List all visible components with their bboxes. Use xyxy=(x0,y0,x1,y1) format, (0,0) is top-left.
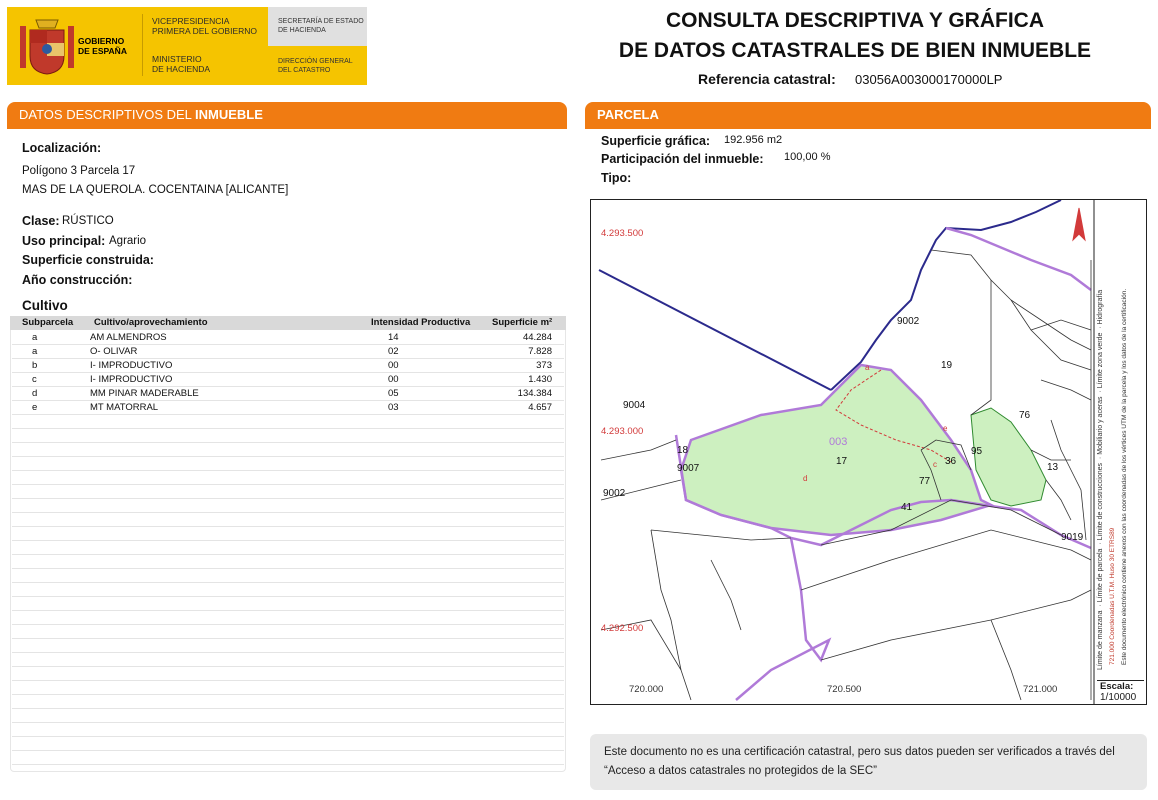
row-cultivo: MT MATORRAL xyxy=(90,402,159,413)
table-rule-line xyxy=(12,554,564,555)
anio-construccion-label: Año construcción: xyxy=(22,273,133,287)
gobierno-de-espana-text: GOBIERNO DE ESPAÑA xyxy=(78,36,127,56)
row-subparcela: a xyxy=(32,332,38,343)
map-label: 19 xyxy=(941,360,953,371)
section-underline xyxy=(7,127,567,129)
x-coord-right: 721.000 xyxy=(1023,684,1058,695)
row-cultivo: I- IMPRODUCTIVO xyxy=(90,374,173,385)
row-intensidad: 00 xyxy=(388,374,399,385)
th-superficie: Superficie m² xyxy=(492,317,553,328)
table-rule-line xyxy=(12,624,564,625)
title-line-1: CONSULTA DESCRIPTIVA Y GRÁFICA xyxy=(665,9,1045,32)
north-arrow-icon xyxy=(1073,208,1085,240)
participacion-label: Participación del inmueble: xyxy=(601,152,764,166)
uso-principal-label: Uso principal: xyxy=(22,234,106,248)
map-label: 76 xyxy=(1019,410,1031,421)
secretaria-text: SECRETARÍA DE ESTADO DE HACIENDA xyxy=(278,18,364,34)
header-separator xyxy=(142,14,143,76)
map-canvas xyxy=(591,200,1146,704)
scale-label: Escala: xyxy=(1100,681,1134,692)
row-superficie: 373 xyxy=(536,360,552,371)
legend-construcciones: Límite de construcciones xyxy=(1097,462,1104,541)
legend-parcela: Límite de parcela xyxy=(1097,548,1104,603)
gobierno-logo xyxy=(10,10,140,82)
row-cultivo: O- OLIVAR xyxy=(90,346,138,357)
map-label: 9007 xyxy=(677,463,700,474)
map-label: 77 xyxy=(919,476,931,487)
legend-manzana: Límite de manzana xyxy=(1097,610,1104,670)
table-rule-line xyxy=(12,400,564,401)
utm-side-text: 721.000 Coordenadas U.T.M. Huso 30 ETRS89 xyxy=(1109,527,1116,665)
parcela-title: PARCELA xyxy=(597,107,659,122)
table-rule-line xyxy=(12,610,564,611)
localizacion-line-1: Polígono 3 Parcela 17 xyxy=(22,165,136,177)
map-label: e xyxy=(943,424,948,433)
row-subparcela: c xyxy=(32,374,37,385)
x-coord-left: 720.000 xyxy=(629,684,664,695)
row-superficie: 1.430 xyxy=(528,374,552,385)
map-label: 17 xyxy=(836,456,848,467)
map-label: 003 xyxy=(829,436,848,448)
legend-hidrografia: Hidrografía xyxy=(1097,289,1104,325)
table-rule-line xyxy=(12,722,564,723)
clase-value: RÚSTICO xyxy=(62,215,114,227)
row-intensidad: 05 xyxy=(388,388,399,399)
row-superficie: 4.657 xyxy=(528,402,552,413)
map-label: 9019 xyxy=(1061,532,1084,543)
table-rule-line xyxy=(12,736,564,737)
th-intensidad: Intensidad Productiva xyxy=(371,317,471,328)
section-title-a: DATOS DESCRIPTIVOS DEL xyxy=(19,107,196,122)
table-rule-line xyxy=(12,596,564,597)
row-superficie: 44.284 xyxy=(522,332,552,343)
table-rule-line xyxy=(12,638,564,639)
map-label: 13 xyxy=(1047,462,1059,473)
title-line-2: DE DATOS CATASTRALES DE BIEN INMUEBLE xyxy=(618,39,1092,62)
table-rule-line xyxy=(12,484,564,485)
coat-of-arms-icon xyxy=(18,16,76,78)
row-superficie: 134.384 xyxy=(517,388,552,399)
th-cultivo: Cultivo/aprovechamiento xyxy=(94,317,208,328)
row-cultivo: AM ALMENDROS xyxy=(90,332,167,343)
table-rule-line xyxy=(12,540,564,541)
table-rule-line xyxy=(12,358,564,359)
table-rule-line xyxy=(12,344,564,345)
map-label: 9004 xyxy=(623,400,646,411)
row-cultivo: MM PINAR MADERABLE xyxy=(90,388,199,399)
table-rule-line xyxy=(12,498,564,499)
map-label: d xyxy=(803,474,808,483)
row-subparcela: d xyxy=(32,388,38,399)
document-title xyxy=(560,6,1150,66)
table-rule-line xyxy=(12,386,564,387)
th-subparcela: Subparcela xyxy=(22,317,74,328)
datos-descriptivos-header xyxy=(7,102,567,128)
legend-mobiliario: Mobiliario y aceras xyxy=(1097,396,1104,455)
localizacion-line-2: MAS DE LA QUEROLA. COCENTAINA [ALICANTE] xyxy=(22,184,289,196)
row-subparcela: e xyxy=(32,402,38,413)
row-intensidad: 02 xyxy=(388,346,399,357)
map-label: 9002 xyxy=(897,316,920,327)
table-rule-line xyxy=(12,750,564,751)
section-title-b: INMUEBLE xyxy=(195,107,263,122)
vicepresidencia-text: VICEPRESIDENCIA PRIMERA DEL GOBIERNO xyxy=(152,16,258,36)
ministerio-text: MINISTERIO DE HACIENDA xyxy=(152,54,211,74)
map-label: 41 xyxy=(901,502,913,513)
direccion-general-text: DIRECCIÓN GENERAL DEL CATASTRO xyxy=(278,58,353,74)
table-rule-line xyxy=(12,512,564,513)
referencia-value: 03056A003000170000LP xyxy=(855,72,1003,87)
table-rule-line xyxy=(12,666,564,667)
superficie-grafica-label: Superficie gráfica: xyxy=(601,134,711,148)
legend-column: Límite de manzana · Límite de parcela · Límite de construcciones · Mobiliario y aceras · Límite zona verde · Hidrografía xyxy=(1097,289,1104,670)
superficie-construida-label: Superficie construida: xyxy=(22,253,154,267)
disclaimer-text: Este documento no es una certificación catastral, pero sus datos pueden ser verificados a través del “Acceso a datos catastrales no protegidos de la SEC” xyxy=(604,746,1115,777)
table-rule-line xyxy=(12,428,564,429)
scale-box xyxy=(1097,680,1144,702)
table-rule-line xyxy=(12,568,564,569)
table-rule-line xyxy=(12,680,564,681)
table-rule-line xyxy=(12,526,564,527)
table-rule-line xyxy=(12,582,564,583)
map-label: 95 xyxy=(971,446,983,457)
row-intensidad: 03 xyxy=(388,402,399,413)
table-rule-line xyxy=(12,694,564,695)
coord-top: 4.293.500 xyxy=(601,228,644,239)
map-label: 9002 xyxy=(603,488,626,499)
row-superficie: 7.828 xyxy=(528,346,552,357)
cultivo-label: Cultivo xyxy=(22,298,68,313)
map-label: a xyxy=(865,363,870,372)
uso-principal-value: Agrario xyxy=(109,235,147,247)
annex-side-text: Este documento electrónico contiene anexos con las coordenadas de los vértices UTM de la parcela y los datos de la certificación. xyxy=(1121,288,1128,665)
map-label: 18 xyxy=(677,445,689,456)
referencia-label: Referencia catastral: xyxy=(698,71,836,87)
tipo-label: Tipo: xyxy=(601,171,632,185)
table-rule-line xyxy=(12,414,564,415)
x-coord-mid: 720.500 xyxy=(827,684,862,695)
row-subparcela: a xyxy=(32,346,38,357)
table-rule-line xyxy=(12,764,564,765)
superficie-grafica-value: 192.956 m2 xyxy=(724,134,783,146)
participacion-value: 100,00 % xyxy=(784,151,831,163)
row-intensidad: 14 xyxy=(388,332,399,343)
map-label: c xyxy=(933,460,937,469)
parcela-underline xyxy=(585,127,1151,129)
clase-label: Clase: xyxy=(22,214,60,228)
row-cultivo: I- IMPRODUCTIVO xyxy=(90,360,173,371)
coord-bottom: 4.292.500 xyxy=(601,623,644,634)
table-rule-line xyxy=(12,708,564,709)
table-rule-line xyxy=(12,456,564,457)
table-rule-line xyxy=(12,372,564,373)
table-rule-line xyxy=(12,470,564,471)
legend-zona-verde: Límite zona verde xyxy=(1097,332,1104,389)
coord-mid: 4.293.000 xyxy=(601,426,644,437)
map-label: 36 xyxy=(945,456,957,467)
row-subparcela: b xyxy=(32,360,38,371)
scale-value: 1/10000 xyxy=(1100,692,1137,703)
localizacion-label: Localización: xyxy=(22,141,102,155)
row-intensidad: 00 xyxy=(388,360,399,371)
table-rule-line xyxy=(12,652,564,653)
parcela-header xyxy=(585,102,1151,128)
table-rule-line xyxy=(12,442,564,443)
cadastral-map[interactable] xyxy=(590,199,1147,705)
